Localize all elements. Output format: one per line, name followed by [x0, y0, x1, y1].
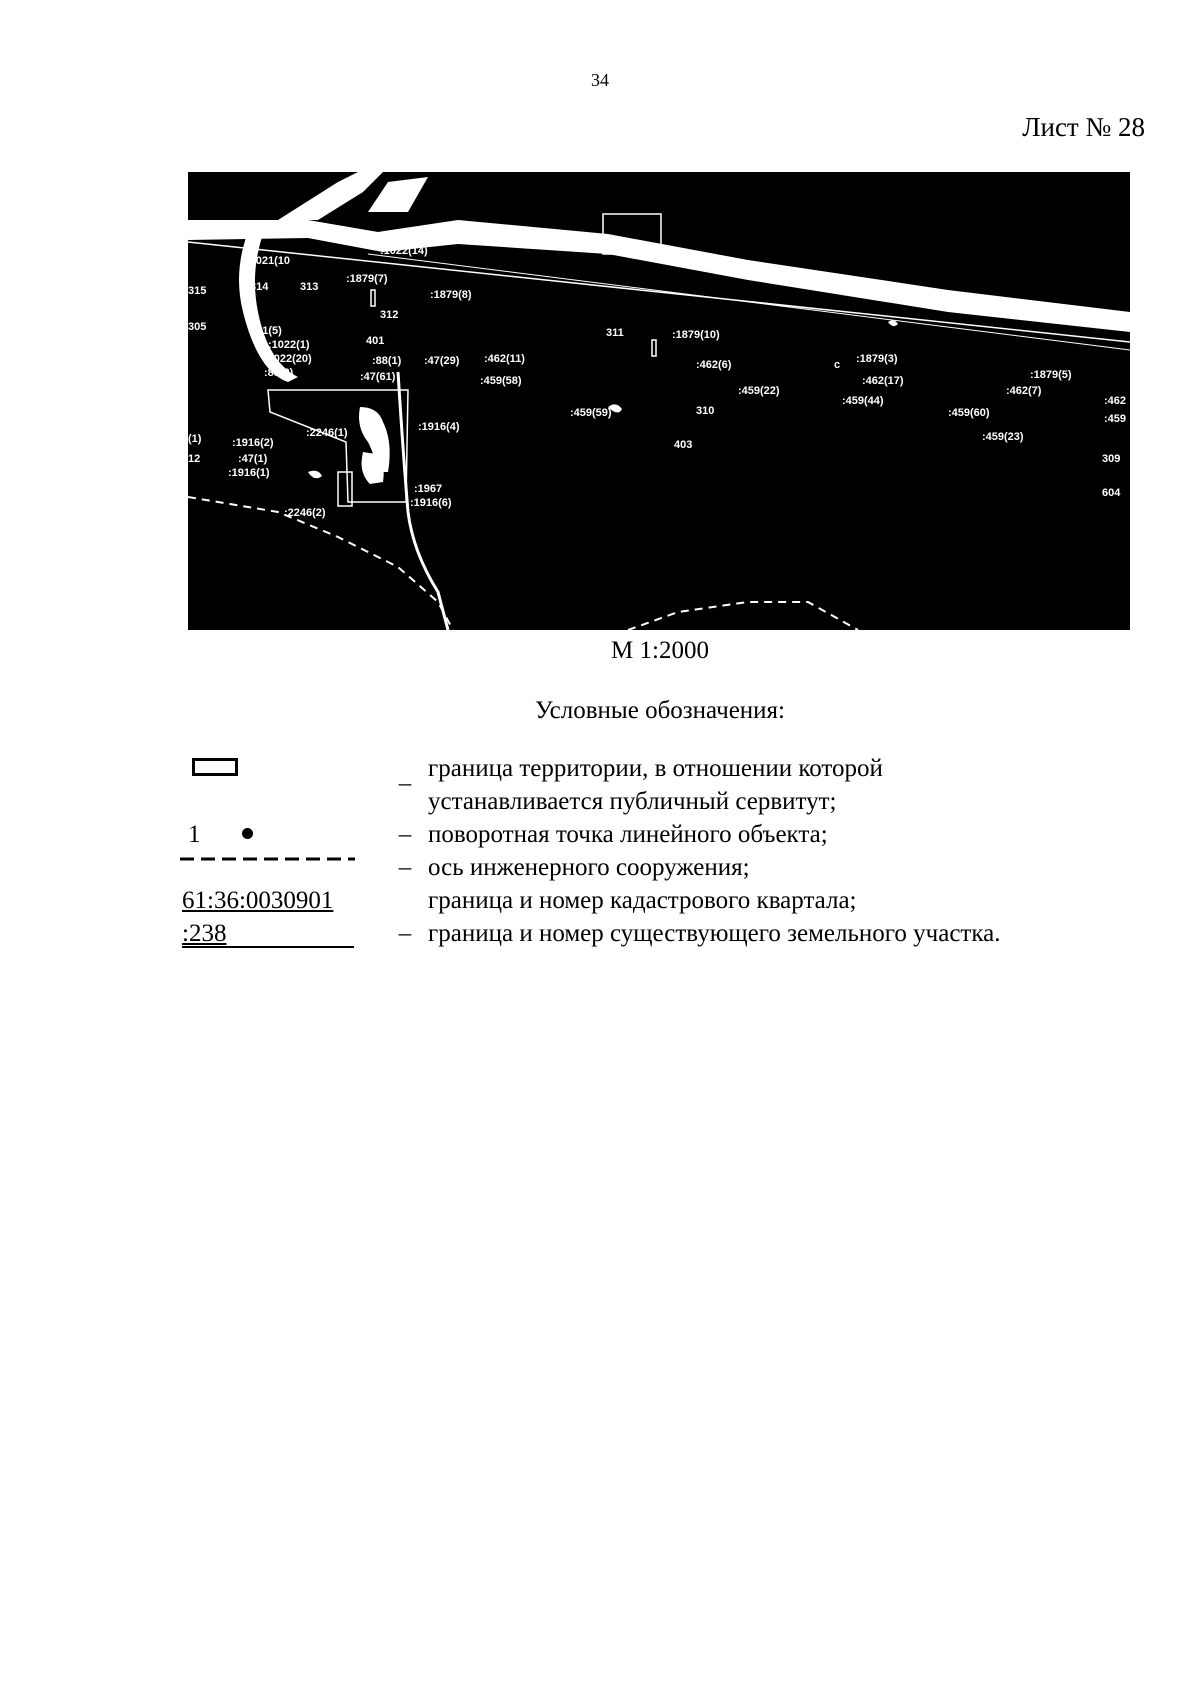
map-label: :459(58): [480, 375, 522, 387]
map-label: :1879(5): [1030, 369, 1072, 381]
legend-text: устанавливается публичный сервитут;: [428, 788, 837, 815]
land-parcel-number: :238: [182, 920, 227, 947]
cadastral-map: [188, 172, 1130, 630]
map-label: :1916(2): [232, 437, 274, 449]
map-label: :47(1): [238, 453, 268, 465]
map-label: 310: [696, 405, 715, 417]
map-label: :47(29): [424, 355, 460, 367]
map-label: :1021(10: [246, 255, 291, 267]
map-label: :459(22): [738, 385, 780, 397]
map-label: :47(61): [360, 371, 396, 383]
map-label: :459(23): [982, 431, 1024, 443]
map-canvas: [188, 172, 1130, 630]
map-label: :88(2): [264, 367, 294, 379]
legend-dash: –: [398, 920, 412, 947]
map-label: (1): [188, 433, 202, 445]
map-scale: М 1:2000: [611, 637, 709, 664]
map-label: :88(1): [372, 355, 402, 367]
point-number: 1: [188, 821, 201, 848]
legend-symbol-point: [180, 818, 360, 851]
map-label: :459(44): [842, 395, 884, 407]
page-number: 34: [591, 70, 609, 90]
dashed-line-icon: [180, 851, 355, 884]
legend-text: граница и номер кадастрового квартала;: [428, 887, 857, 914]
legend-text: граница и номер существующего земельного участка.: [428, 920, 1001, 947]
map-label: :1916(4): [418, 421, 460, 433]
map-label: :1879(8): [430, 289, 472, 301]
map-label: :1879(7): [346, 273, 388, 285]
map-label: 314: [250, 281, 269, 293]
map-label: :2246(1): [306, 427, 348, 439]
map-label: :1022(14): [380, 245, 428, 257]
land-parcel-symbol: [182, 917, 354, 948]
map-label: :1967: [414, 483, 443, 495]
map-label: :1916(6): [410, 497, 452, 509]
sheet-label: Лист № 28: [1022, 112, 1145, 142]
map-label: :1022(1): [268, 339, 310, 351]
map-label: 309: [1102, 453, 1121, 465]
legend-text: граница территории, в отношении которой: [428, 755, 883, 782]
map-label: c: [834, 359, 841, 371]
map-label: :462(7): [1006, 385, 1042, 397]
map-label: :1879(10): [672, 329, 720, 341]
map-label: :1879(3): [856, 353, 898, 365]
map-label: 315: [188, 285, 207, 297]
legend-dash: –: [398, 854, 412, 881]
legend-text: поворотная точка линейного объекта;: [428, 821, 828, 848]
legend-symbol-dashed-line: [180, 851, 360, 884]
map-label: :2246(2): [284, 507, 326, 519]
map-label: 021(5): [250, 325, 282, 337]
map-label: :462(11): [484, 353, 525, 365]
map-label: :459: [1104, 413, 1127, 425]
map-label: 313: [300, 281, 319, 293]
map-label: 312: [380, 309, 399, 321]
map-label: :1916(1): [228, 467, 270, 479]
map-label: :462: [1104, 395, 1127, 407]
legend-text: ось инженерного сооружения;: [428, 854, 750, 881]
map-label: 311: [606, 327, 624, 339]
point-dot-icon: [242, 828, 253, 839]
map-label: :1022(20): [264, 353, 312, 365]
legend-dash: –: [398, 821, 412, 848]
map-label: 305: [188, 321, 207, 333]
map-label: :459(60): [948, 407, 990, 419]
boundary-rectangle-icon: [192, 758, 238, 776]
map-label: 12: [188, 453, 201, 465]
legend-title: Условные обозначения:: [534, 697, 786, 724]
legend-symbol-rectangle: [180, 752, 360, 785]
map-label: 401: [366, 335, 385, 347]
map-label: :462(6): [696, 359, 732, 371]
map-label: :462(17): [862, 375, 904, 387]
map-label: :459(59): [570, 407, 612, 419]
legend-dash: _: [398, 761, 412, 788]
map-label: 604: [1102, 487, 1121, 499]
map-label: 403: [674, 439, 693, 451]
cadastral-quarter-number: 61:36:0030901: [182, 887, 334, 914]
